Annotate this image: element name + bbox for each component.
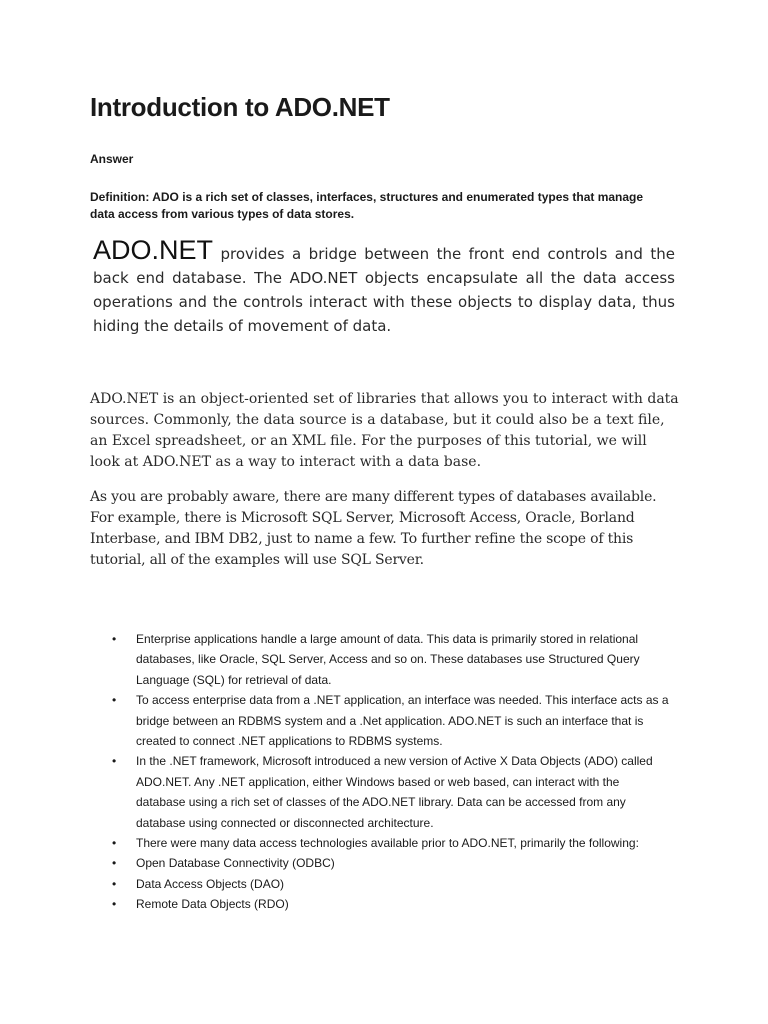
list-item — [112, 894, 672, 914]
list-item — [112, 690, 672, 751]
bullet-icon: • — [112, 754, 117, 769]
intro-paragraph: ADO.NET is an object-oriented set of libraries that allows you to interact with data sources. Commonly, the data source is a database, but it could also be a text file, an Excel spreadsheet, or an XML file. For the purposes of this tutorial, we will look at ADO.NET as a way to interact with a data base. — [90, 391, 679, 470]
list-item — [112, 833, 672, 853]
bullet-icon: • — [112, 897, 117, 912]
list-item-text: To access enterprise data from a .NET application, an interface was needed. This interface acts as a bridge between an RDBMS system and a .Net application. ADO.NET is such an interface that is created to connect .NET applications to RDBMS systems. — [136, 693, 669, 749]
databases-paragraph: As you are probably aware, there are many different types of databases available. For example, there is Microsoft SQL Server, Microsoft Access, Oracle, Borland Interbase, and IBM DB2, just to name a few. To further refine the scope of this tutorial, all of the examples will use SQL Server. — [90, 489, 657, 568]
page-title: Introduction to ADO.NET — [90, 92, 390, 122]
list-item-text: Remote Data Objects (RDO) — [136, 897, 289, 912]
bullet-list — [112, 629, 672, 915]
list-item-text: Enterprise applications handle a large amount of data. This data is primarily stored in relational databases, like Oracle, SQL Server, Access and so on. These databases use Structured Query Language (SQL) for retrieval of data. — [136, 632, 640, 687]
definition-text: Definition: ADO is a rich set of classes, interfaces, structures and enumerated types that manage data access from various types of data stores. — [90, 190, 644, 221]
bridge-lead-term: ADO.NET — [93, 235, 214, 265]
list-item — [112, 853, 672, 873]
bullet-icon: • — [112, 836, 117, 851]
list-item — [112, 751, 672, 833]
bullet-icon: • — [112, 693, 117, 708]
list-item — [112, 629, 672, 690]
list-item-text: Open Database Connectivity (ODBC) — [136, 856, 335, 871]
list-item-text: In the .NET framework, Microsoft introduced a new version of Active X Data Objects (ADO) called ADO.NET. Any .NET application, either Windows based or web based, can interact with the database using a rich set of classes of the ADO.NET library. Data can be accessed from any database using connected or disconnected architecture. — [136, 754, 653, 830]
bullet-icon: • — [112, 876, 117, 891]
list-item — [112, 874, 672, 894]
list-item-text: There were many data access technologies available prior to ADO.NET, primarily the following: — [136, 836, 639, 851]
bullet-icon: • — [112, 632, 117, 646]
bridge-text: provides a bridge between the front end controls and the back end database. The ADO.NET objects encapsulate all the data access operations and the controls interact with these objects to display data, thus hiding the details of movement of data. — [93, 245, 675, 335]
bridge-paragraph — [93, 235, 675, 338]
list-item-text: Data Access Objects (DAO) — [136, 876, 285, 891]
answer-label: Answer — [90, 152, 134, 166]
bullet-icon: • — [112, 856, 117, 871]
